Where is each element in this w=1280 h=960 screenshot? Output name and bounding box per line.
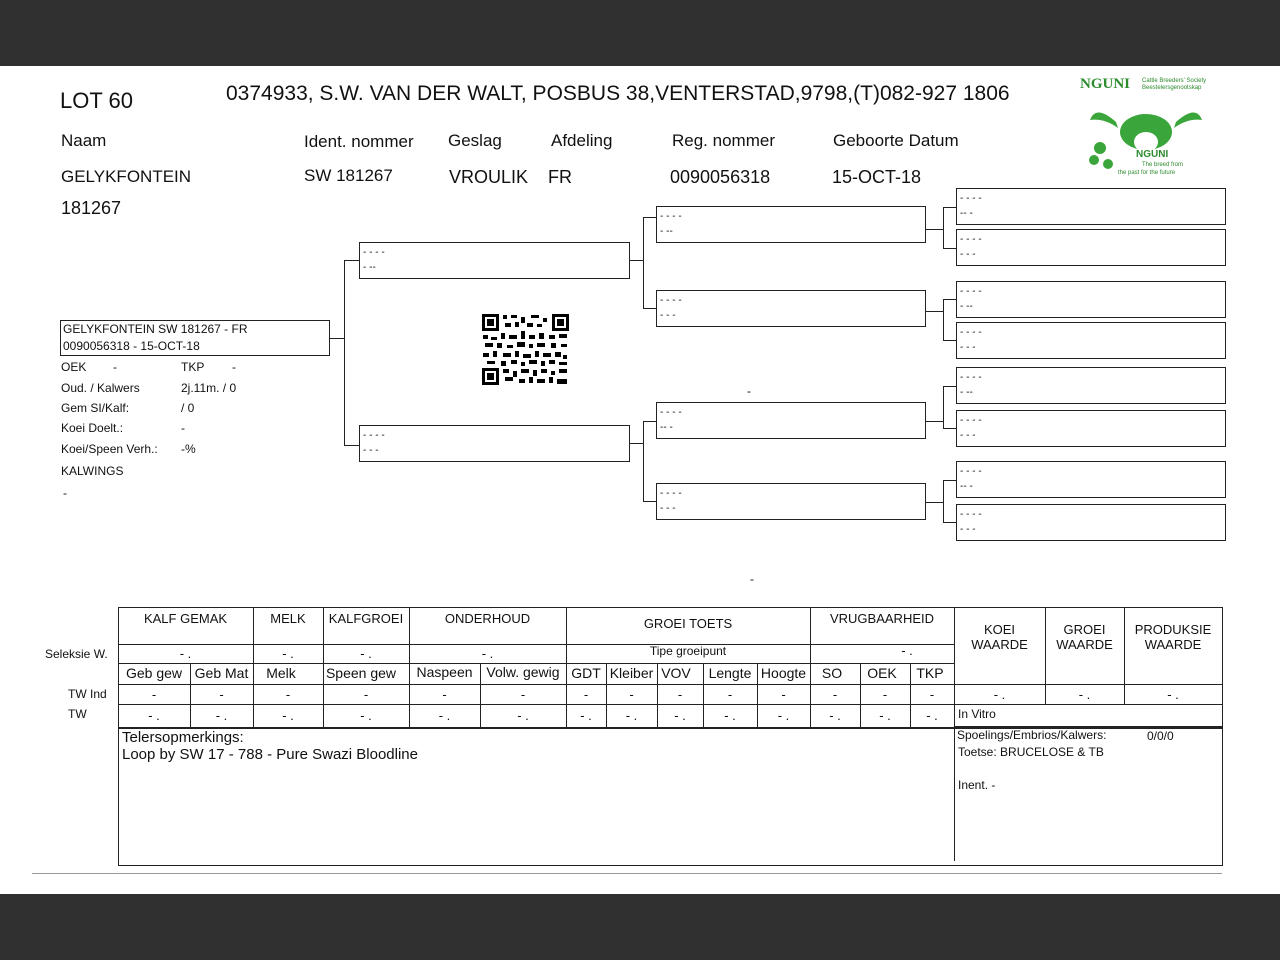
connector	[943, 340, 957, 341]
logo-tagline-1: The breed from	[1142, 162, 1184, 168]
pedigree-ggp-7	[956, 461, 1226, 498]
connector	[344, 260, 360, 261]
pedigree-ggp-3	[956, 281, 1226, 318]
pedigree-line: - - - -	[960, 234, 982, 245]
stat-verh-label: Koei/Speen Verh.:	[61, 442, 158, 456]
col-speen-gew: Speen gew	[325, 665, 397, 681]
stat-oud-value: 2j.11m. / 0	[181, 381, 237, 395]
pedigree-paternal-grandsire	[656, 206, 926, 243]
label-afdeling: Afdeling	[551, 131, 613, 150]
remarks-text: Loop by SW 17 - 788 - Pure Swazi Bloodline	[122, 746, 418, 763]
connector	[943, 428, 957, 429]
stat-doelt-value: -	[181, 421, 185, 435]
stat-kalwings-label: KALWINGS	[61, 464, 124, 478]
connector	[943, 386, 957, 387]
tw-cell: - .	[777, 708, 790, 723]
seleksie-vrugbaarheid: - .	[901, 643, 913, 658]
pedigree-line: - - - -	[363, 247, 385, 258]
connector	[943, 480, 957, 481]
pedigree-ggp-6	[956, 410, 1226, 447]
pedigree-ggp-4	[956, 322, 1226, 359]
tipe-groeipunt: Tipe groeipunt	[649, 644, 727, 658]
logo-title: NGUNI	[1080, 76, 1131, 92]
tw-cell: - .	[580, 708, 592, 723]
col-tkp: TKP	[916, 665, 944, 681]
connector	[643, 421, 657, 422]
connector	[643, 217, 657, 218]
tw-cell: - .	[282, 708, 294, 723]
nguni-logo	[1078, 76, 1210, 180]
stat-doelt-label: Koei Doelt.:	[61, 421, 124, 435]
connector	[643, 421, 644, 502]
qr-code	[481, 313, 570, 386]
tw-ind-cell: -	[781, 687, 786, 702]
header-groei-toets: GROEI TOETS	[643, 616, 733, 631]
pedigree-line: - - - -	[960, 509, 982, 520]
col-lengte: Lengte	[708, 665, 752, 681]
pedigree-maternal-grandsire	[656, 402, 926, 439]
connector	[943, 386, 944, 429]
header-groei-waarde: GROEI WAARDE	[1056, 622, 1113, 652]
pedigree-dash: -	[747, 384, 751, 398]
breeder-info: 0374933, S.W. VAN DER WALT, POSBUS 38,VENTERSTAD,9798,(T)082-927 1806	[226, 82, 1010, 105]
connector	[330, 338, 344, 339]
col-gdt: GDT	[571, 665, 601, 681]
connector	[643, 217, 644, 309]
pedigree-ggp-5	[956, 367, 1226, 404]
connector	[943, 480, 944, 523]
col-geb-mat: Geb Mat	[194, 665, 249, 681]
header-produksie-waarde: PRODUKSIE WAARDE	[1134, 622, 1212, 652]
pedigree-line: - - -	[960, 342, 976, 353]
connector	[925, 229, 943, 230]
tw-cell: - .	[625, 708, 638, 723]
tw-cell: - .	[926, 708, 938, 723]
value-ident: SW 181267	[304, 166, 393, 185]
pedigree-line: - - - -	[960, 466, 982, 477]
in-vitro-label: In Vitro	[958, 707, 996, 721]
pedigree-line: - - - -	[660, 488, 682, 499]
label-ident: Ident. nommer	[304, 132, 414, 151]
connector	[943, 207, 957, 208]
pedigree-line: - - - -	[363, 430, 385, 441]
pedigree-dash: -	[750, 572, 754, 586]
tw-cell: - .	[879, 708, 891, 723]
stat-verh-value: -%	[181, 442, 196, 456]
stat-gem-value: / 0	[181, 401, 195, 415]
pedigree-line: - - -	[960, 430, 976, 441]
connector	[629, 260, 643, 261]
pedigree-line: - - - -	[660, 407, 682, 418]
row-line	[118, 704, 1223, 705]
connector	[344, 260, 345, 446]
pedigree-maternal-granddam	[656, 483, 926, 520]
remarks-title: Telersopmerkings:	[122, 729, 244, 746]
label-geslag: Geslag	[448, 131, 502, 150]
pedigree-line: -- -	[660, 422, 673, 433]
value-geboorte: 15-OCT-18	[832, 167, 922, 187]
pedigree-line: - --	[660, 226, 673, 237]
logo-society-af: Beestelersgenootskap	[1142, 85, 1202, 91]
pedigree-line: - - -	[960, 249, 976, 260]
toetse: Toetse: BRUCELOSE & TB	[958, 745, 1104, 759]
connector	[643, 501, 657, 502]
tw-ind-cell: -	[882, 687, 888, 702]
row-label-seleksie: Seleksie W.	[45, 647, 108, 661]
pedigree-line: -- -	[960, 208, 973, 219]
tw-cell: - .	[215, 708, 228, 723]
col-vov: VOV	[661, 665, 691, 681]
connector	[943, 299, 944, 341]
stat-oek-value: -	[113, 360, 117, 374]
pedigree-line: - - - -	[960, 327, 982, 338]
col-oek: OEK	[867, 665, 897, 681]
tw-ind-cell: -	[151, 687, 157, 702]
row-label-tw-ind: TW Ind	[68, 687, 107, 701]
spoelings-label: Spoelings/Embrios/Kalwers:	[957, 728, 1107, 742]
pedigree-line: - - - -	[960, 415, 982, 426]
animal-summary-box	[60, 320, 330, 356]
tw-ind-cell: -	[832, 687, 838, 702]
animal-box-line1: GELYKFONTEIN SW 181267 - FR	[63, 322, 248, 336]
seleksie-melk: - .	[282, 646, 294, 661]
pedigree-line: - - -	[660, 503, 676, 514]
header-onderhoud: ONDERHOUD	[444, 611, 531, 626]
pedigree-line: - --	[960, 387, 973, 398]
stat-tkp-value: -	[232, 360, 236, 374]
tw-cell: - .	[360, 708, 372, 723]
catalogue-page	[0, 66, 1280, 894]
tw-cell: - .	[517, 708, 529, 723]
seleksie-kalfgroei: - .	[360, 646, 372, 661]
stat-tkp-label: TKP	[181, 360, 205, 374]
col-kleiber: Kleiber	[609, 665, 654, 681]
pedigree-line: - - - -	[960, 286, 982, 297]
tw-cell: - .	[724, 708, 736, 723]
tw-ind-cell: -	[929, 687, 935, 702]
col-melk: Melk	[266, 665, 296, 681]
pedigree-sire	[359, 242, 630, 279]
row-label-tw: TW	[68, 707, 87, 721]
pedigree-line: - - - -	[660, 295, 682, 306]
stat-gem-label: Gem SI/Kalf:	[61, 401, 130, 415]
connector	[344, 445, 360, 446]
tw-ind-cell: -	[583, 687, 589, 702]
tw-cell: - .	[829, 708, 841, 723]
stat-oud-label: Oud. / Kalwers	[61, 381, 140, 395]
top-dark-band	[0, 0, 1280, 66]
remarks-divider	[954, 727, 955, 861]
label-naam: Naam	[61, 131, 107, 150]
label-reg: Reg. nommer	[672, 131, 775, 150]
value-naam: GELYKFONTEIN	[61, 167, 192, 186]
pedigree-ggp-8	[956, 504, 1226, 541]
connector	[943, 248, 957, 249]
stat-kalwings-dash: -	[63, 486, 67, 500]
animal-box-line2: 0090056318 - 15-OCT-18	[63, 339, 200, 353]
connector	[943, 299, 957, 300]
tw-cell: - .	[148, 708, 160, 723]
tw-ind-cell: -	[285, 687, 291, 702]
pedigree-line: - - -	[660, 310, 676, 321]
tw-ind-cell: -	[727, 687, 733, 702]
connector	[925, 311, 943, 312]
seleksie-onderhoud: - .	[481, 646, 494, 661]
pedigree-ggp-1	[956, 188, 1226, 225]
connector	[943, 522, 957, 523]
tw-ind-cell: -	[219, 687, 224, 702]
tw-ind-cell: -	[520, 687, 526, 702]
stat-oek-label: OEK	[61, 360, 87, 374]
inent: Inent. -	[958, 778, 996, 792]
header-vrugbaarheid: VRUGBAARHEID	[829, 611, 935, 626]
pedigree-line: - --	[960, 301, 973, 312]
tw-ind-koei: - .	[993, 687, 1006, 702]
tw-cell: - .	[674, 708, 686, 723]
row-line	[118, 644, 954, 645]
row-line	[118, 684, 1223, 685]
value-afdeling: FR	[548, 167, 572, 187]
spoelings-value: 0/0/0	[1147, 729, 1174, 743]
lot-number: LOT 60	[60, 88, 133, 113]
logo-tagline-2: the past for the future	[1118, 170, 1176, 176]
header-koei-waarde: KOEI WAARDE	[971, 622, 1028, 652]
pedigree-line: - - - -	[960, 193, 982, 204]
pedigree-line: - --	[363, 262, 376, 273]
connector	[943, 207, 944, 249]
tw-ind-produksie: - .	[1167, 687, 1179, 702]
col-hoogte: Hoogte	[760, 665, 807, 681]
tw-ind-cell: -	[677, 687, 683, 702]
header-kalf-gemak: KALF GEMAK	[143, 611, 228, 626]
value-geslag: VROULIK	[449, 167, 529, 187]
logo-badge: NGUNI	[1136, 149, 1169, 160]
tw-ind-cell: -	[629, 687, 634, 702]
connector	[629, 443, 643, 444]
pedigree-line: - - - -	[660, 211, 682, 222]
col-naspeen: Naspeen	[416, 664, 473, 680]
pedigree-line: - - -	[363, 445, 379, 456]
pedigree-ggp-2	[956, 229, 1226, 266]
connector	[643, 308, 657, 309]
bottom-dark-band	[0, 894, 1280, 960]
col-geb-gew: Geb gew	[125, 665, 183, 681]
header-melk: MELK	[270, 611, 306, 626]
pedigree-dam	[359, 425, 630, 462]
value-reg: 0090056318	[670, 167, 771, 187]
tw-cell: - .	[438, 708, 451, 723]
header-kalfgroei: KALFGROEI	[328, 611, 404, 626]
tw-ind-cell: -	[442, 687, 447, 702]
tw-ind-groei: - .	[1078, 687, 1091, 702]
pedigree-line: - - -	[960, 524, 976, 535]
connector	[925, 421, 943, 422]
logo-society: Cattle Breeders' Society	[1142, 78, 1207, 84]
seleksie-kalf-gemak: - .	[179, 646, 192, 661]
footer-rule	[32, 873, 1222, 874]
animal-number: 181267	[61, 198, 122, 218]
col-so: SO	[821, 665, 843, 681]
pedigree-line: -- -	[960, 481, 973, 492]
pedigree-paternal-granddam	[656, 290, 926, 327]
label-geboorte: Geboorte Datum	[833, 131, 959, 150]
connector	[925, 502, 943, 503]
pedigree-line: - - - -	[960, 372, 982, 383]
tw-ind-cell: -	[363, 687, 369, 702]
col-volw-gewig: Volw. gewig	[486, 664, 560, 680]
